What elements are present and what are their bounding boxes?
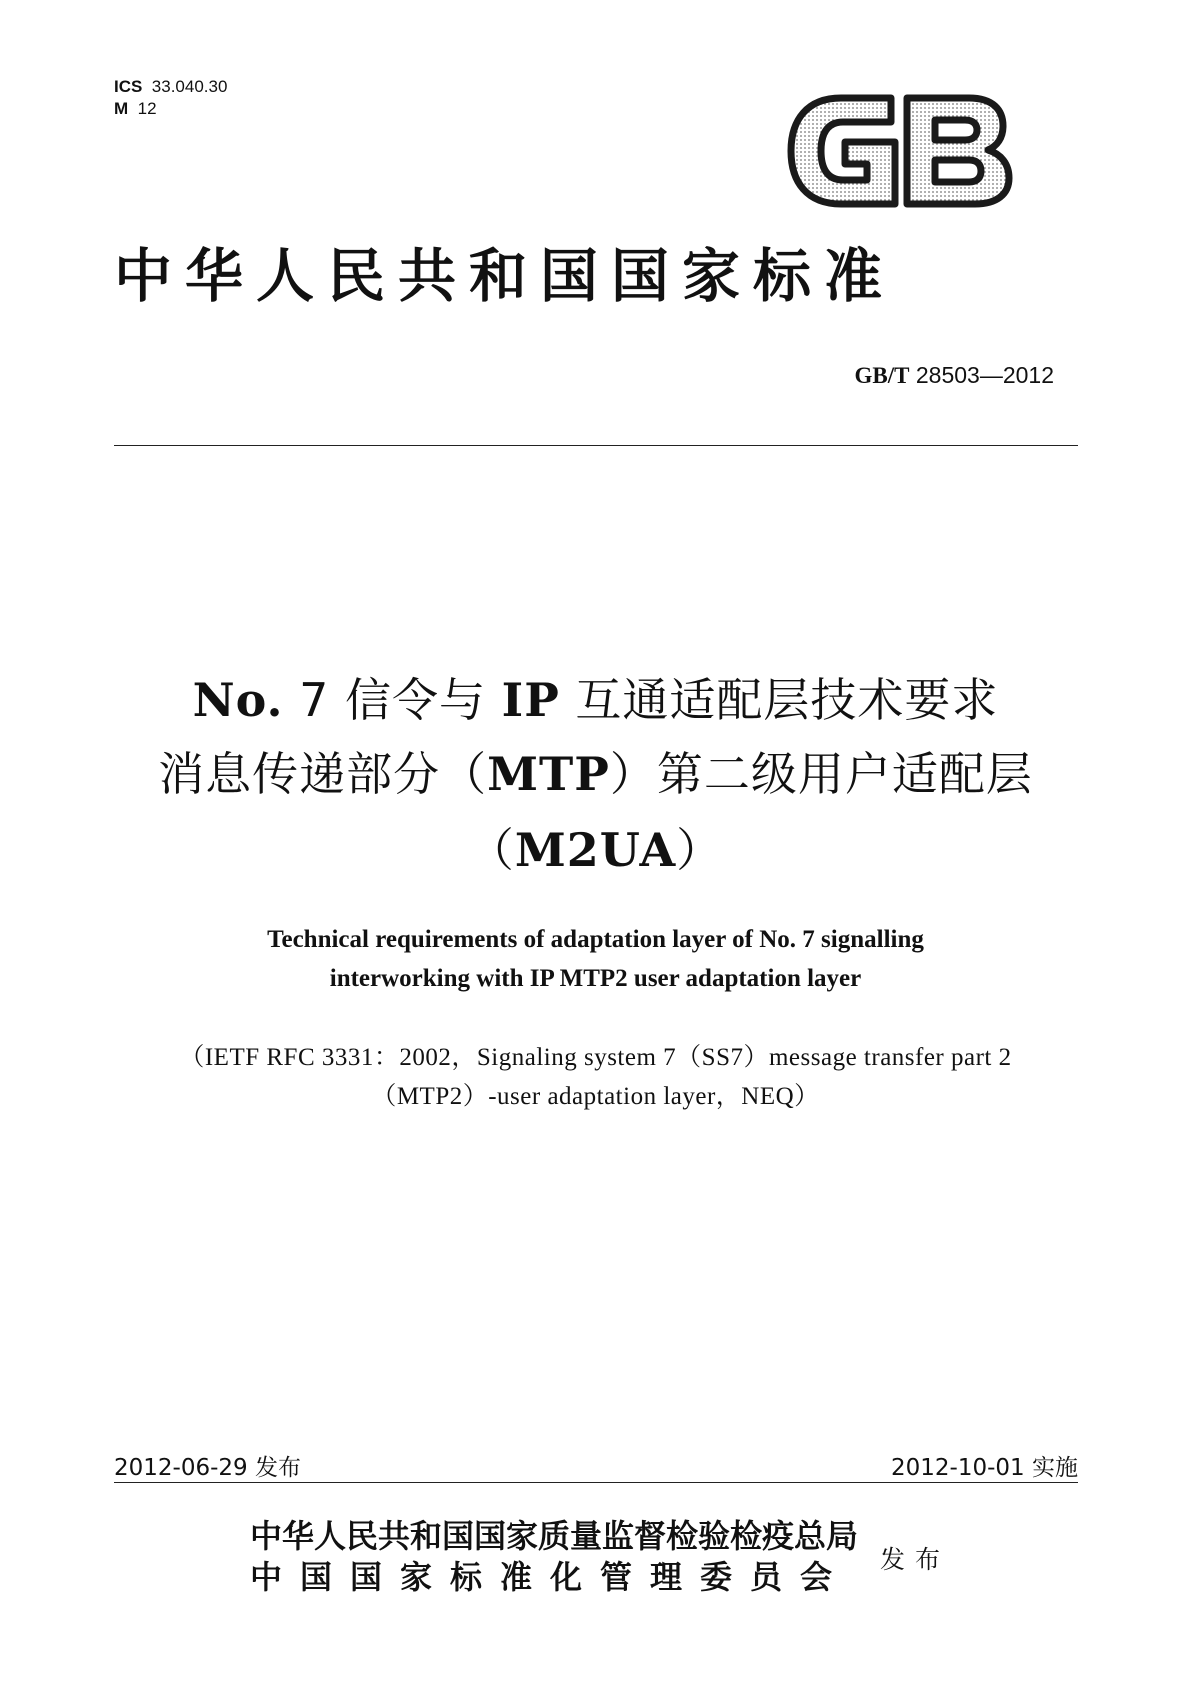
ics-value: 33.040.30 (151, 77, 228, 96)
gb-logo-letter-b (907, 98, 1009, 204)
title-m2ua: M2UA (514, 823, 677, 877)
reference-line-2: （MTP2）-user adaptation layer，NEQ） (371, 1083, 820, 1110)
title-paren-close: ） (676, 823, 724, 877)
issuing-body-2: 中国国家标准化管理委员会 (250, 1558, 851, 1596)
chinese-title-line-2 (0, 746, 1191, 802)
header-divider (114, 445, 1078, 446)
title-text-a: 信令与 (345, 673, 487, 727)
national-standard-title: 中华人民共和国国家标准 (114, 242, 896, 310)
title-ip: IP (501, 673, 560, 727)
chinese-title-line-1 (0, 672, 1191, 728)
ccs-code (114, 98, 227, 120)
title-mtp: MTP (487, 747, 610, 801)
classification-codes (114, 76, 227, 120)
implementation-date: 2012-10-01 实施 (891, 1455, 1078, 1481)
title-text-c: 消息传递部分（ (158, 747, 488, 801)
english-title-line-2: interworking with IP MTP2 user adaptation layer (329, 965, 862, 992)
title-text-b: 互通适配层技术要求 (575, 673, 999, 727)
standard-number (855, 362, 1054, 389)
ics-label: ICS (114, 77, 143, 96)
standard-number-prefix: GB/T (854, 363, 910, 388)
chinese-title-line-3 (0, 822, 1191, 878)
footer-divider (114, 1482, 1078, 1483)
title-paren-open: （ (467, 823, 515, 877)
issue-date: 2012-06-29 发布 (114, 1455, 301, 1481)
title-text-d: ）第二级用户适配层 (609, 747, 1033, 801)
reference-line-1: （IETF RFC 3331：2002，Signaling system 7（SS7）message transfer part 2 (179, 1044, 1012, 1071)
title-no: No. (192, 673, 284, 727)
standard-number-code: 28503—2012 (915, 362, 1054, 388)
title-seven: 7 (299, 673, 330, 727)
ccs-label: M (114, 99, 129, 118)
issuing-body-1: 中华人民共和国国家质量监督检验检疫总局 (250, 1517, 859, 1555)
gb-logo (783, 90, 1015, 212)
ccs-value: 12 (137, 99, 157, 118)
gb-logo-letter-g (791, 98, 895, 204)
ics-code (114, 76, 227, 98)
issue-label: 发布 (880, 1545, 951, 1574)
english-title-line-1: Technical requirements of adaptation layer of No. 7 signalling (267, 926, 924, 953)
